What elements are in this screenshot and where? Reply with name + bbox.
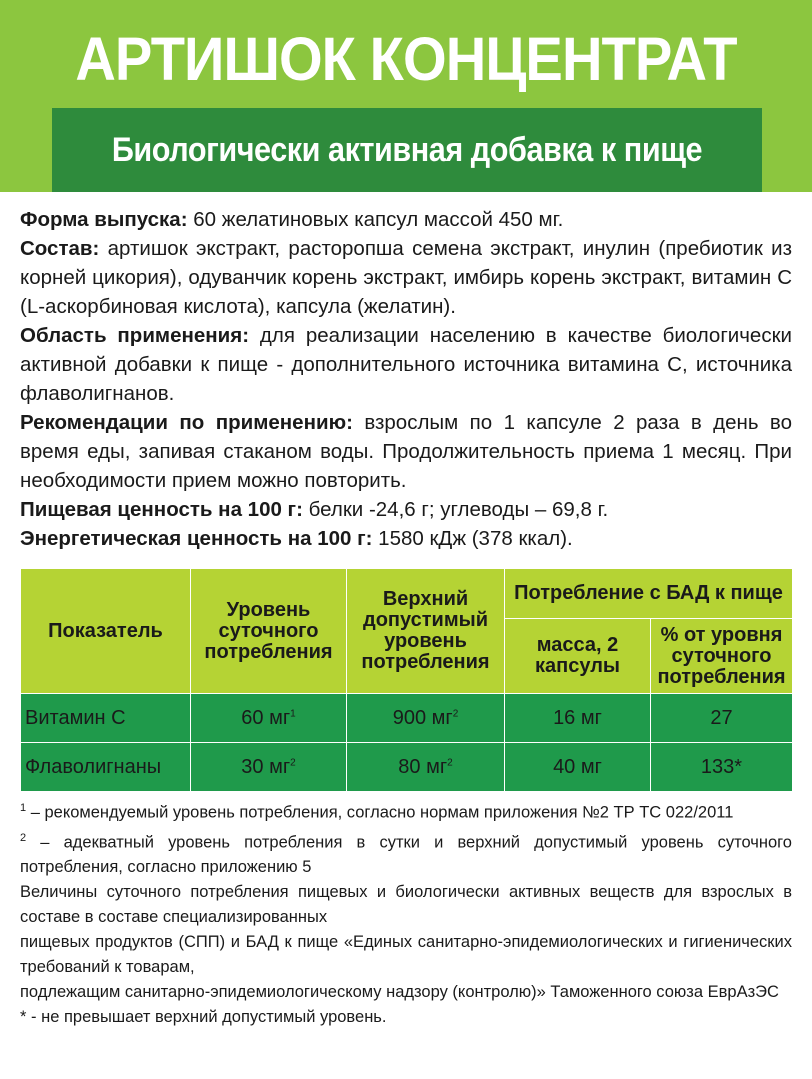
release-form xyxy=(20,205,792,234)
footnote-4: пищевых продуктов (СПП) и БАД к пище «Единых санитарно-эпидемиологических и гигиенических требований к товарам, xyxy=(20,933,792,976)
row-upper: 80 $мг^2$ xyxy=(347,743,505,792)
row-percent: 27 xyxy=(651,694,793,743)
product-info xyxy=(20,205,792,553)
header-banner xyxy=(0,0,812,192)
footnote-1: $^1$ – рекомендуемый уровень потребления, согласно нормам приложения №2 ТР ТС 022/2011 xyxy=(20,802,734,822)
usage-recommendations-text: взрослым по 1 капсуле 2 раза в день во время еды, запивая стаканом воды. Продолжительность приема 1 месяц. При необходимости прием можно повторить. xyxy=(20,411,792,492)
product-title: АРТИШОК КОНЦЕНТРАТ xyxy=(75,25,737,93)
table-row xyxy=(21,743,793,792)
row-daily: 30 $мг^2$ xyxy=(191,743,347,792)
energy-value-label: Энергетическая ценность на 100 г: xyxy=(20,527,373,550)
usage-recommendations xyxy=(20,408,792,495)
nutritional-value xyxy=(20,495,792,524)
header-percent: % от уровня суточного потребления xyxy=(651,619,793,694)
application-area-text: для реализации населению в качестве биологически активной добавки к пище - дополнительного источника витамина С, источника флаволигнанов. xyxy=(20,324,792,405)
row-percent: 133* xyxy=(651,743,793,792)
header-consumption: Потребление с БАД к пище xyxy=(505,569,793,619)
release-form-text: 60 желатиновых капсул массой 450 мг. xyxy=(187,208,564,231)
composition xyxy=(20,234,792,321)
row-mass: 16 мг xyxy=(505,694,651,743)
row-daily: 60 $мг^1$ xyxy=(191,694,347,743)
energy-value-text: 1580 кДж (378 ккал). xyxy=(372,527,573,550)
product-subtitle: Биологически активная добавка к пище xyxy=(111,131,703,169)
nutritional-value-text: белки -24,6 г; углеводы – 69,8 г. xyxy=(302,498,609,521)
header-daily-level: Уровень суточного потребления xyxy=(191,569,347,694)
row-mass: 40 мг xyxy=(505,743,651,792)
subtitle-bar xyxy=(52,108,762,192)
footnote-6: * - не превышает верхний допустимый уровень. xyxy=(20,1008,387,1026)
nutritional-value-label: Пищевая ценность на 100 г: xyxy=(20,498,303,521)
row-upper: 900 $мг^2$ xyxy=(347,694,505,743)
footnote-5: подлежащим санитарно-эпидемиологическому надзору (контролю)» Таможенного союза ЕврАзЭС xyxy=(20,983,779,1001)
nutrient-table xyxy=(20,568,793,792)
application-area-label: Область применения: xyxy=(20,324,250,347)
application-area xyxy=(20,321,792,408)
footnotes xyxy=(20,796,792,1030)
composition-text: артишок экстракт, расторопша семена экстракт, инулин (пребиотик из корней цикория), одуванчик корень экстракт, имбирь корень экстракт, витамин С (L-аскорбиновая кислота), капсула (желатин). xyxy=(20,237,792,318)
footnote-3: Величины суточного потребления пищевых и биологически активных веществ для взрослых в составе в составе специализированных xyxy=(20,883,792,926)
release-form-label: Форма выпуска: xyxy=(20,208,188,231)
footnote-2: $^2$ – адекватный уровень потребления в сутки и верхний допустимый уровень суточного потребления, согласно приложению 5 xyxy=(20,831,792,876)
usage-recommendations-label: Рекомендации по применению: xyxy=(20,411,353,434)
row-name: Флаволигнаны xyxy=(21,743,191,792)
header-upper-level: Верхний допустимый уровень потребления xyxy=(347,569,505,694)
header-indicator: Показатель xyxy=(21,569,191,694)
row-name: Витамин С xyxy=(21,694,191,743)
table-row xyxy=(21,694,793,743)
energy-value xyxy=(20,524,792,553)
composition-label: Состав: xyxy=(20,237,100,260)
header-mass: масса, 2 капсулы xyxy=(505,619,651,694)
